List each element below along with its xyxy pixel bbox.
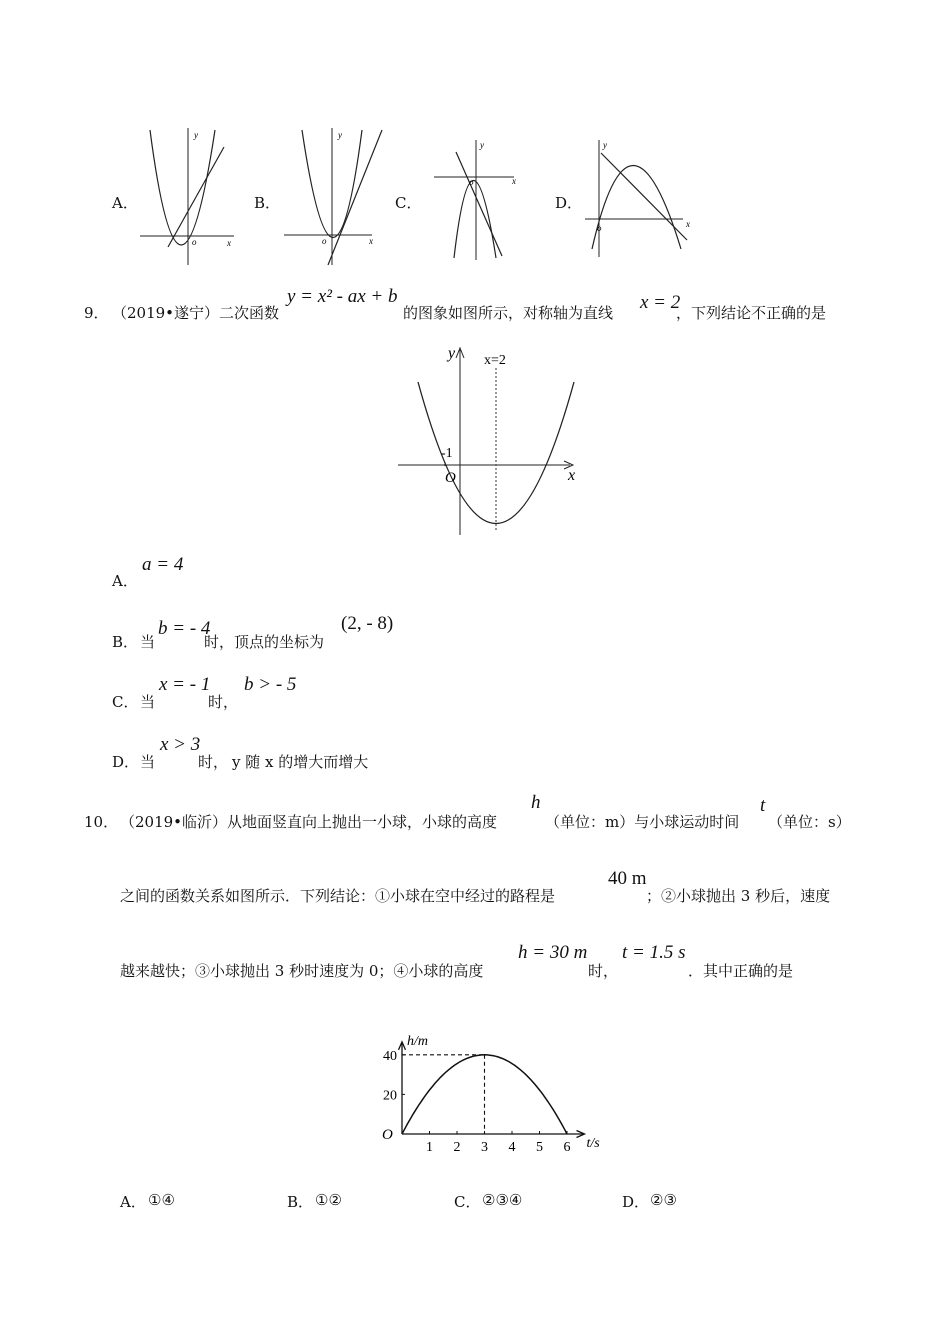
q9-option-b-math: b = - 4 bbox=[158, 618, 211, 639]
q9-stem-tail: ，下列结论不正确的是 bbox=[676, 304, 827, 322]
q10-option-d-label: D． bbox=[622, 1193, 650, 1211]
x-tick-label-4: 4 bbox=[508, 1140, 516, 1155]
q9-tick-label: -1 bbox=[441, 446, 453, 461]
q10-line1-b: （单位：m）与小球运动时间 bbox=[545, 813, 740, 831]
q9-option-b-label: B． bbox=[112, 633, 139, 651]
q10-t-equation: t = 1.5 s bbox=[622, 942, 686, 963]
q9-option-c-math: x = - 1 bbox=[159, 674, 211, 695]
q8-b-y-label: y bbox=[338, 130, 342, 140]
q8-a-origin: o bbox=[192, 237, 197, 247]
q9-parabola-figure bbox=[398, 340, 583, 540]
q8-c-y-label: y bbox=[480, 140, 484, 150]
q10-line3-c: ．其中正确的是 bbox=[688, 962, 794, 980]
q8-c-origin: o bbox=[469, 177, 474, 187]
q8-d-y-label: y bbox=[603, 140, 607, 150]
q8-option-a-label: A． bbox=[112, 194, 138, 212]
q8-c-x-label: x bbox=[512, 176, 516, 186]
q9-option-a-label: A． bbox=[112, 572, 138, 590]
q9-x-label: x bbox=[568, 467, 576, 484]
x-axis-label: t/s bbox=[586, 1136, 600, 1151]
y-tick-label-20: 20 bbox=[383, 1088, 397, 1104]
q8-a-x-label: x bbox=[227, 238, 231, 248]
q10-option-d-text: ②③ bbox=[650, 1191, 677, 1209]
q10-h-equation: h = 30 m bbox=[518, 942, 588, 963]
q9-option-d-mid: 时， bbox=[198, 753, 229, 771]
q8-option-b-label: B． bbox=[254, 194, 281, 212]
q9-source: （2019•遂宁）二次函数 bbox=[112, 304, 280, 322]
x-tick-label-5: 5 bbox=[536, 1140, 543, 1155]
q9-option-b-mid: 时，顶点的坐标为 bbox=[204, 633, 325, 651]
q8-d-origin: o bbox=[597, 223, 602, 233]
q10-line2-b: ；②小球抛出 3 秒后，速度 bbox=[646, 887, 831, 905]
x-tick-label-3: 3 bbox=[481, 1140, 488, 1155]
q8-a-y-label: y bbox=[194, 130, 198, 140]
q10-t-var: t bbox=[760, 795, 766, 816]
q9-option-c-label: C． bbox=[112, 693, 139, 711]
q9-option-d-pre: 当 bbox=[140, 753, 156, 771]
q10-line3-b: 时， bbox=[588, 962, 619, 980]
q8-d-x-label: x bbox=[686, 219, 690, 229]
q9-option-d-math: x > 3 bbox=[160, 734, 201, 755]
x-tick-label-1: 1 bbox=[426, 1140, 433, 1155]
q10-option-c-text: ②③④ bbox=[482, 1191, 523, 1209]
q8-graph-a bbox=[140, 125, 245, 267]
q9-origin-label: O bbox=[445, 470, 456, 486]
q10-h-var: h bbox=[531, 792, 541, 813]
q9-function: y = x² - ax + b bbox=[287, 286, 398, 307]
q10-height-time-chart bbox=[370, 998, 610, 1163]
q9-option-b-math2: (2, - 8) bbox=[341, 613, 394, 634]
q9-option-a-math: a = 4 bbox=[142, 554, 184, 575]
q9-axis-label: x=2 bbox=[484, 353, 506, 368]
q9-axis-equation: x = 2 bbox=[640, 292, 681, 313]
q9-stem-text: 的图象如图所示，对称轴为直线 bbox=[403, 304, 614, 322]
q10-line3-a: 越来越快；③小球抛出 3 秒时速度为 0；④小球的高度 bbox=[120, 962, 484, 980]
q10-line1-a: （2019•临沂）从地面竖直向上抛出一小球，小球的高度 bbox=[120, 813, 498, 831]
q9-number: 9． bbox=[84, 304, 109, 322]
q9-option-b-pre: 当 bbox=[140, 633, 156, 651]
q10-option-b-text: ①② bbox=[315, 1191, 342, 1209]
q8-b-origin: o bbox=[322, 236, 327, 246]
series-h-curve bbox=[402, 1055, 567, 1134]
y-axis-label: h/m bbox=[407, 1033, 428, 1049]
q9-option-c-pre: 当 bbox=[140, 693, 156, 711]
q8-option-d-label: D． bbox=[555, 194, 583, 212]
q9-option-c-math2: b > - 5 bbox=[244, 674, 297, 695]
origin-label: O bbox=[382, 1127, 393, 1143]
q8-graph-c bbox=[432, 138, 527, 262]
x-tick-label-2: 2 bbox=[453, 1140, 461, 1155]
q10-option-b-label: B． bbox=[287, 1193, 314, 1211]
q9-option-d-label: D． bbox=[112, 753, 140, 771]
x-tick-label-6: 6 bbox=[563, 1140, 571, 1155]
q10-option-c-label: C． bbox=[454, 1193, 481, 1211]
q8-graph-b bbox=[284, 125, 384, 267]
y-tick-label-40: 40 bbox=[383, 1048, 397, 1064]
q9-y-label: y bbox=[448, 345, 456, 362]
q9-option-d-post: y 随 x 的增大而增大 bbox=[232, 753, 369, 771]
q10-number: 10． bbox=[84, 813, 119, 831]
q8-graph-d bbox=[585, 137, 697, 262]
q10-option-a-text: ①④ bbox=[148, 1191, 175, 1209]
q10-distance: 40 m bbox=[608, 868, 647, 889]
q10-line2-a: 之间的函数关系如图所示．下列结论：①小球在空中经过的路程是 bbox=[120, 887, 556, 905]
q10-line1-c: （单位：s） bbox=[768, 813, 851, 831]
q10-option-a-label: A． bbox=[120, 1193, 146, 1211]
q8-option-c-label: C． bbox=[395, 194, 422, 212]
q8-b-x-label: x bbox=[369, 236, 373, 246]
q9-option-c-mid: 时， bbox=[208, 693, 239, 711]
